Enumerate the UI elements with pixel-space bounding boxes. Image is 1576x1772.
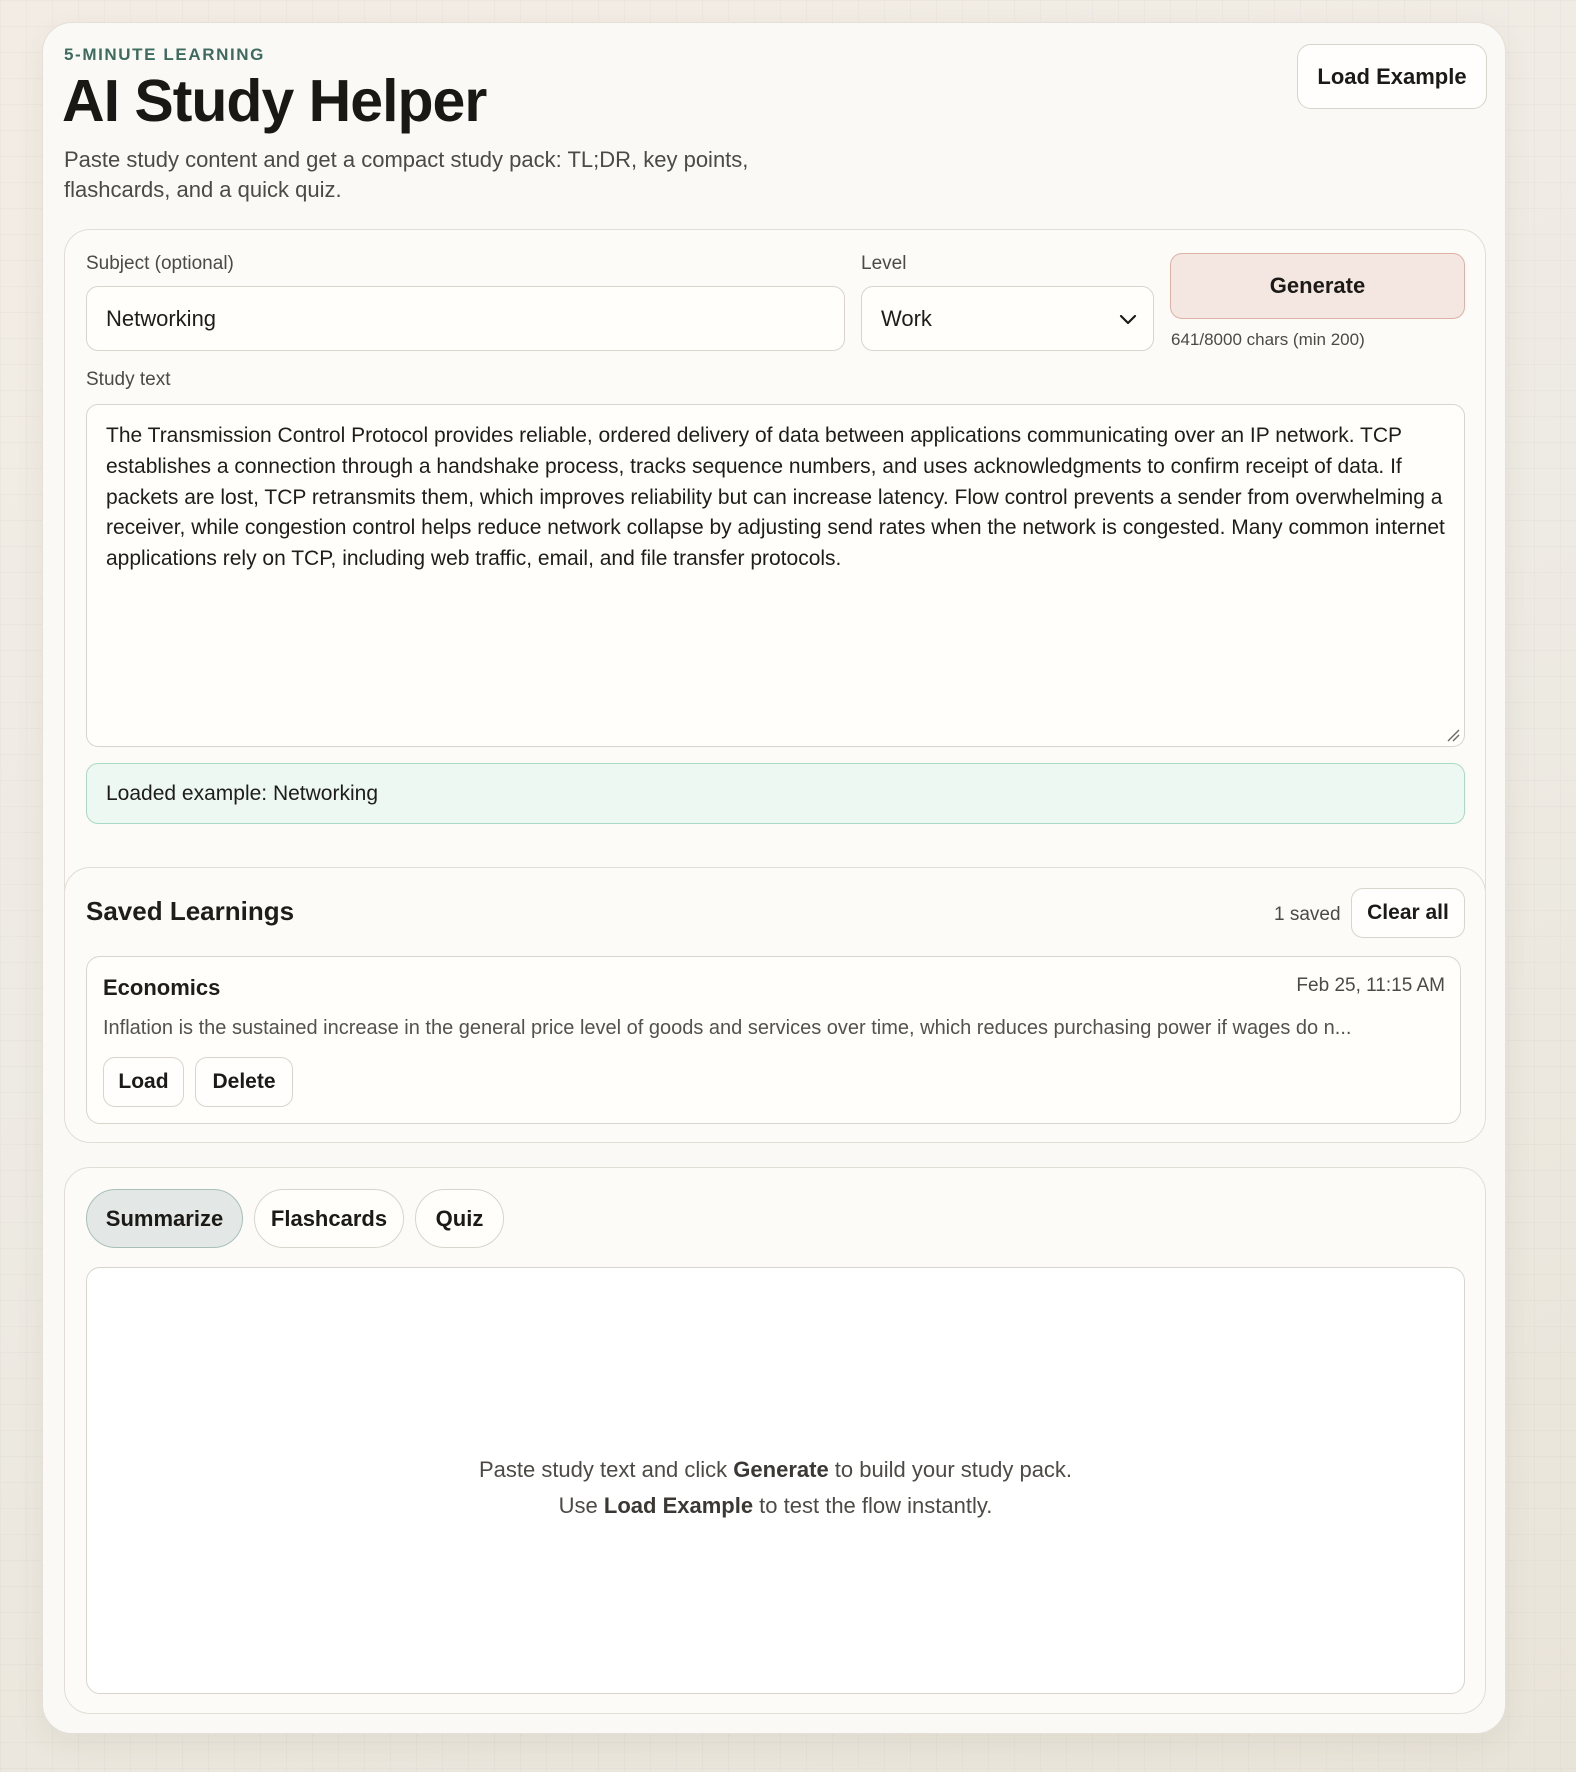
status-notice-text: Loaded example: Networking xyxy=(106,781,378,805)
output-panel xyxy=(86,1267,1465,1694)
study-text-label: Study text xyxy=(86,369,171,390)
load-saved-button[interactable]: Load xyxy=(103,1057,184,1107)
empty-line2-prefix: Use xyxy=(558,1492,604,1518)
tab-summarize[interactable]: Summarize xyxy=(86,1189,243,1248)
saved-item-title: Economics xyxy=(103,975,221,1000)
eyebrow-label: 5-MINUTE LEARNING xyxy=(64,45,265,64)
level-select[interactable] xyxy=(861,286,1154,351)
level-label: Level xyxy=(861,253,907,274)
subject-input[interactable] xyxy=(86,286,845,351)
empty-line1-bold: Generate xyxy=(733,1456,829,1482)
chevron-down-icon xyxy=(1117,308,1139,330)
tab-quiz[interactable]: Quiz xyxy=(415,1189,504,1248)
app-shell xyxy=(42,22,1506,1734)
empty-line1-prefix: Paste study text and click xyxy=(478,1456,734,1482)
empty-line2-bold: Load Example xyxy=(603,1492,754,1518)
saved-item xyxy=(86,956,1461,1124)
saved-learnings-card xyxy=(64,867,1486,1143)
level-select-value: Work xyxy=(881,305,932,331)
generate-button[interactable]: Generate xyxy=(1170,253,1465,319)
empty-line1-suffix: to build your study pack. xyxy=(828,1456,1073,1482)
subject-label: Subject (optional) xyxy=(86,253,234,274)
study-text-value: The Transmission Control Protocol provides reliable, ordered delivery of data between applications communicating over an IP network. TCP establishes a connection through a handshake process, tracks sequence numbers, and uses acknowledgments to confirm receipt of data. If packets are lost, TCP retransmits them, which improves reliability but can increase latency. Flow control prevents a sender from overwhelming a receiver, while congestion control helps reduce network collapse by adjusting send rates when the network is congested. Many common internet applications rely on TCP, including web traffic, email, and file transfer protocols. xyxy=(106,424,1445,571)
resize-handle-icon[interactable] xyxy=(1446,728,1460,742)
empty-state-line-1 xyxy=(479,1452,1072,1488)
char-counter: 641/8000 chars (min 200) xyxy=(1171,330,1365,349)
empty-state-line-2 xyxy=(559,1488,993,1524)
tab-flashcards[interactable]: Flashcards xyxy=(254,1189,404,1248)
status-notice xyxy=(86,763,1465,824)
saved-item-preview: Inflation is the sustained increase in the general price level of goods and services over time, which reduces purchasing power if wages do n... xyxy=(103,1017,1352,1039)
study-text-input[interactable] xyxy=(86,404,1465,747)
page-subtitle: Paste study content and get a compact study pack: TL;DR, key points, flashcards, and a quick quiz. xyxy=(64,147,749,202)
page-title: AI Study Helper xyxy=(62,68,487,134)
saved-learnings-title: Saved Learnings xyxy=(86,896,295,926)
saved-count: 1 saved xyxy=(1274,904,1341,925)
output-card xyxy=(64,1167,1486,1714)
empty-line2-suffix: to test the flow instantly. xyxy=(753,1492,993,1518)
load-example-button[interactable]: Load Example xyxy=(1297,44,1487,109)
delete-saved-button[interactable]: Delete xyxy=(195,1057,293,1107)
clear-all-button[interactable]: Clear all xyxy=(1351,888,1465,938)
subject-input-value: Networking xyxy=(106,305,217,331)
saved-item-date: Feb 25, 11:15 AM xyxy=(1296,975,1445,996)
